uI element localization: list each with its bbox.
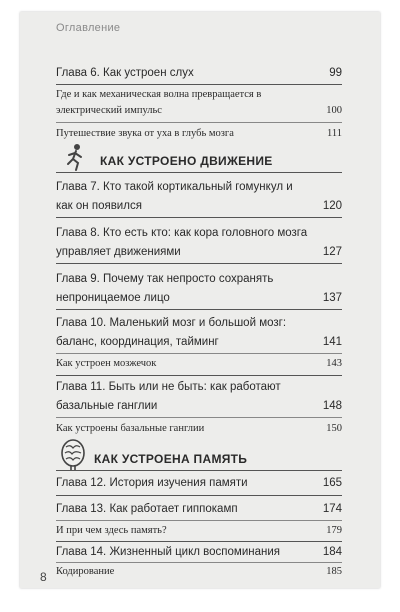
divider <box>56 417 342 418</box>
toc-entry-title: Глава 12. История изучения памяти <box>56 477 248 489</box>
toc-entry-page: 179 <box>326 525 342 536</box>
page-header: Оглавление <box>56 22 121 34</box>
toc-entry-page: 127 <box>322 246 342 258</box>
toc-entry-title: Глава 6. Как устроен слух <box>56 67 194 79</box>
toc-entry-page: 137 <box>322 292 342 304</box>
toc-entry-page: 143 <box>326 358 342 369</box>
divider <box>56 172 342 173</box>
toc-entry-sub <box>56 126 342 142</box>
toc-entry-title: Глава 10. Маленький мозг и большой мозг: баланс, координация, тайминг <box>56 317 287 348</box>
divider <box>56 122 342 123</box>
toc-entry-title: Глава 11. Быть или не быть: как работают базальные ганглии <box>56 381 281 412</box>
book-page <box>20 12 380 588</box>
brain-icon <box>60 438 86 472</box>
divider <box>56 309 342 310</box>
divider <box>56 520 342 521</box>
toc-entry-chapter-14 <box>56 543 342 562</box>
divider <box>56 541 342 542</box>
toc-entry-title: Глава 8. Кто есть кто: как кора головного мозга управляет движениями <box>56 227 308 258</box>
toc-entry-sub <box>56 87 342 119</box>
toc-entry-page: 165 <box>322 477 342 489</box>
toc-entry-chapter-8 <box>56 224 342 262</box>
toc-entry-page: 99 <box>329 67 342 79</box>
toc-entry-title: Как устроен мозжечок <box>56 358 157 369</box>
section-title-memory: КАК УСТРОЕНА ПАМЯТЬ <box>94 452 248 466</box>
toc-entry-chapter-6 <box>56 64 342 83</box>
toc-entry-title: Кодирование <box>56 566 115 577</box>
toc-entry-page: 150 <box>326 423 342 434</box>
divider <box>56 470 342 471</box>
divider <box>56 562 342 563</box>
toc-entry-chapter-12 <box>56 474 342 493</box>
toc-entry-page: 100 <box>326 105 342 116</box>
toc-entry-page: 184 <box>322 546 342 558</box>
divider <box>56 495 342 496</box>
toc-entry-title: Глава 14. Жизненный цикл воспоминания <box>56 546 280 558</box>
toc-entry-page: 174 <box>322 503 342 515</box>
toc-entry-page: 185 <box>326 566 342 577</box>
toc-entry-page: 111 <box>327 128 342 139</box>
divider <box>56 263 342 264</box>
toc-entry-chapter-13 <box>56 500 342 519</box>
page-number: 8 <box>40 570 47 584</box>
toc-entry-chapter-9 <box>56 270 342 308</box>
divider <box>56 353 342 354</box>
toc-entry-sub <box>56 356 342 372</box>
running-man-icon <box>60 142 90 172</box>
divider <box>56 217 342 218</box>
toc-entry-page: 148 <box>322 400 342 412</box>
toc-entry-title: Путешествие звука от уха в глубь мозга <box>56 128 234 139</box>
toc-entry-title: Как устроены базальные ганглии <box>56 423 205 434</box>
toc-entry-page: 141 <box>322 336 342 348</box>
section-title-movement: КАК УСТРОЕНО ДВИЖЕНИЕ <box>100 154 273 168</box>
toc-entry-chapter-11 <box>56 378 342 416</box>
toc-entry-title: Глава 13. Как работает гиппокамп <box>56 503 238 515</box>
divider <box>56 84 342 85</box>
toc-entry-sub <box>56 523 342 539</box>
toc-entry-title: И при чем здесь память? <box>56 525 167 536</box>
toc-entry-title: Глава 7. Кто такой кортикальный гомункул и как он появился <box>56 181 293 212</box>
toc-entry-chapter-7 <box>56 178 342 216</box>
toc-entry-chapter-10 <box>56 314 342 352</box>
toc-entry-sub <box>56 564 342 580</box>
divider <box>56 375 342 376</box>
toc-entry-title: Где и как механическая волна превращается в электрический импульс <box>56 89 262 116</box>
toc-entry-title: Глава 9. Почему так непросто сохранять непроницаемое лицо <box>56 273 274 304</box>
toc-entry-page: 120 <box>322 200 342 212</box>
toc-entry-sub <box>56 421 342 437</box>
